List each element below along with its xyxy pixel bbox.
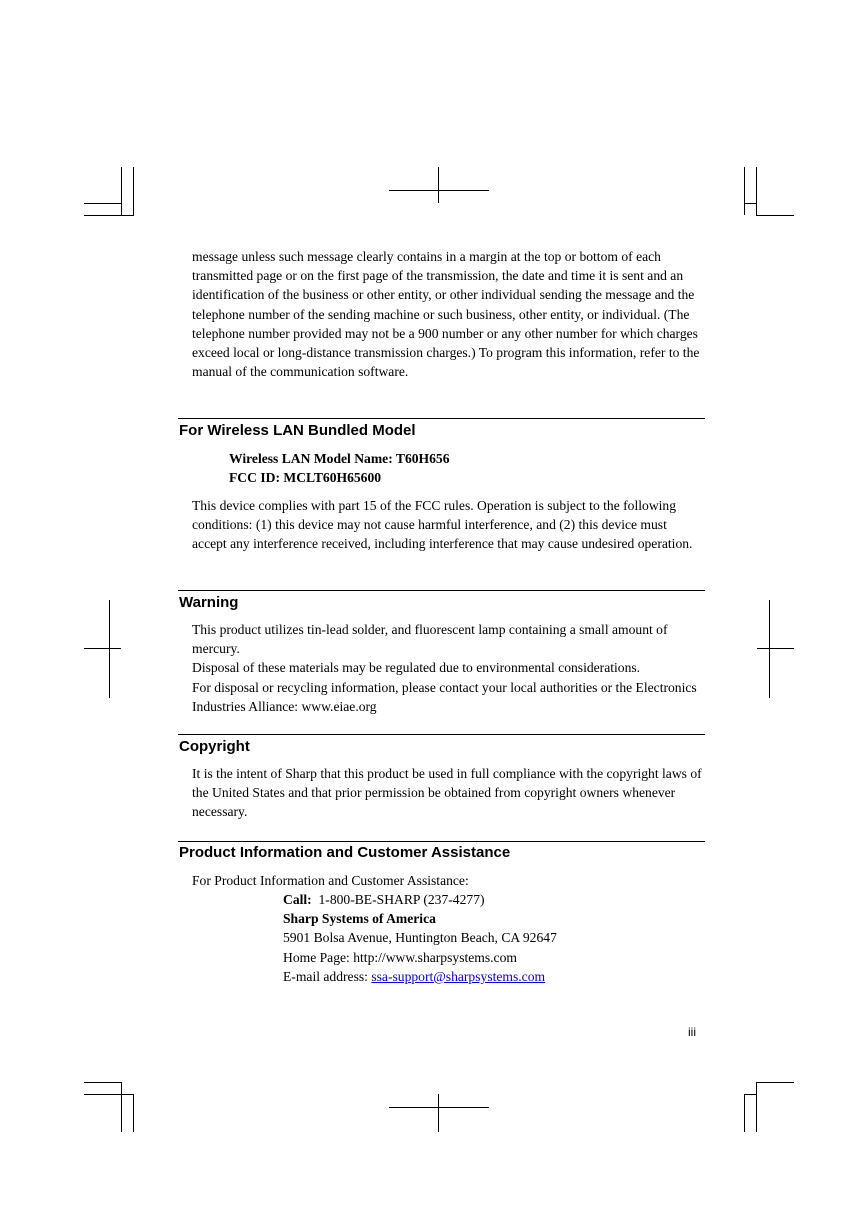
crop-mark bbox=[744, 1094, 745, 1132]
registration-mark bbox=[438, 1094, 439, 1132]
company-name: Sharp Systems of America bbox=[283, 911, 436, 927]
call-number: 1-800-BE-SHARP (237-4277) bbox=[318, 892, 485, 907]
crop-mark bbox=[84, 1094, 134, 1095]
section-divider bbox=[178, 841, 705, 842]
registration-mark bbox=[438, 167, 439, 203]
registration-mark bbox=[109, 600, 110, 698]
registration-mark bbox=[769, 600, 770, 698]
registration-mark bbox=[84, 648, 121, 649]
wireless-body: This device complies with part 15 of the FCC rules. Operation is subject to the following conditions: (1) this device may not cause harmful interference, and (2) this device must accept any interference received, including interference that may cause undesired operation. bbox=[192, 498, 693, 552]
product-info-section-title: Product Information and Customer Assistance bbox=[179, 844, 511, 861]
crop-mark bbox=[84, 215, 134, 216]
crop-mark bbox=[756, 1082, 794, 1083]
copyright-body: It is the intent of Sharp that this product be used in full compliance with the copyright laws of the United States and that prior permission be obtained from copyright owners whenever necessary. bbox=[192, 766, 702, 820]
crop-mark bbox=[84, 1082, 122, 1083]
page-number: iii bbox=[688, 1025, 696, 1039]
crop-mark bbox=[744, 1094, 756, 1095]
warning-line: Disposal of these materials may be regulated due to environmental considerations. bbox=[192, 660, 641, 676]
wireless-fcc-id: FCC ID: MCLT60H65600 bbox=[229, 470, 382, 485]
crop-mark bbox=[121, 167, 122, 215]
section-divider bbox=[178, 590, 705, 591]
company-address: 5901 Bolsa Avenue, Huntington Beach, CA 92647 bbox=[283, 930, 557, 946]
call-label: Call: bbox=[283, 892, 312, 907]
wireless-model-name: Wireless LAN Model Name: T60H656 bbox=[229, 451, 450, 466]
crop-mark bbox=[744, 203, 756, 204]
warning-body bbox=[192, 620, 704, 716]
product-info-intro: For Product Information and Customer Assistance: bbox=[192, 873, 469, 888]
contact-block bbox=[283, 890, 557, 986]
warning-section-title: Warning bbox=[179, 594, 239, 611]
section-divider bbox=[178, 734, 705, 735]
email-link[interactable]: ssa-support@sharpsystems.com bbox=[371, 968, 546, 984]
warning-line: This product utilizes tin-lead solder, and fluorescent lamp containing a small amount of mercury. bbox=[192, 622, 668, 657]
crop-mark bbox=[84, 203, 122, 204]
crop-mark bbox=[133, 1094, 134, 1132]
intro-paragraph: message unless such message clearly contains in a margin at the top or bottom of each transmitted page or on the first page of the transmission, the date and time it is sent and an identification of the business or other entity, or other individual sending the message and the telephone number of the sending machine or such business, other entity, or individual. (The telephone number provided may not be a 900 number or any other number for which charges exceed local or long-distance transmission charges.) To program this information, refer to the manual of the communication software. bbox=[192, 249, 700, 380]
crop-mark bbox=[756, 215, 794, 216]
crop-mark bbox=[756, 1082, 757, 1132]
email-label: E-mail address: bbox=[283, 968, 368, 984]
call-line bbox=[283, 890, 557, 909]
crop-mark bbox=[133, 167, 134, 215]
crop-mark bbox=[121, 1082, 122, 1132]
crop-mark bbox=[744, 167, 745, 215]
warning-line: For disposal or recycling information, please contact your local authorities or the Electronics Industries Alliance: www.eiae.org bbox=[192, 679, 697, 714]
wireless-section-title: For Wireless LAN Bundled Model bbox=[179, 422, 416, 439]
email-line bbox=[283, 967, 557, 986]
section-divider bbox=[178, 418, 705, 419]
registration-mark bbox=[757, 648, 794, 649]
copyright-section-title: Copyright bbox=[179, 738, 250, 755]
registration-mark bbox=[389, 1107, 489, 1108]
registration-mark bbox=[389, 190, 489, 191]
homepage-line: Home Page: http://www.sharpsystems.com bbox=[283, 949, 517, 965]
crop-mark bbox=[756, 167, 757, 215]
